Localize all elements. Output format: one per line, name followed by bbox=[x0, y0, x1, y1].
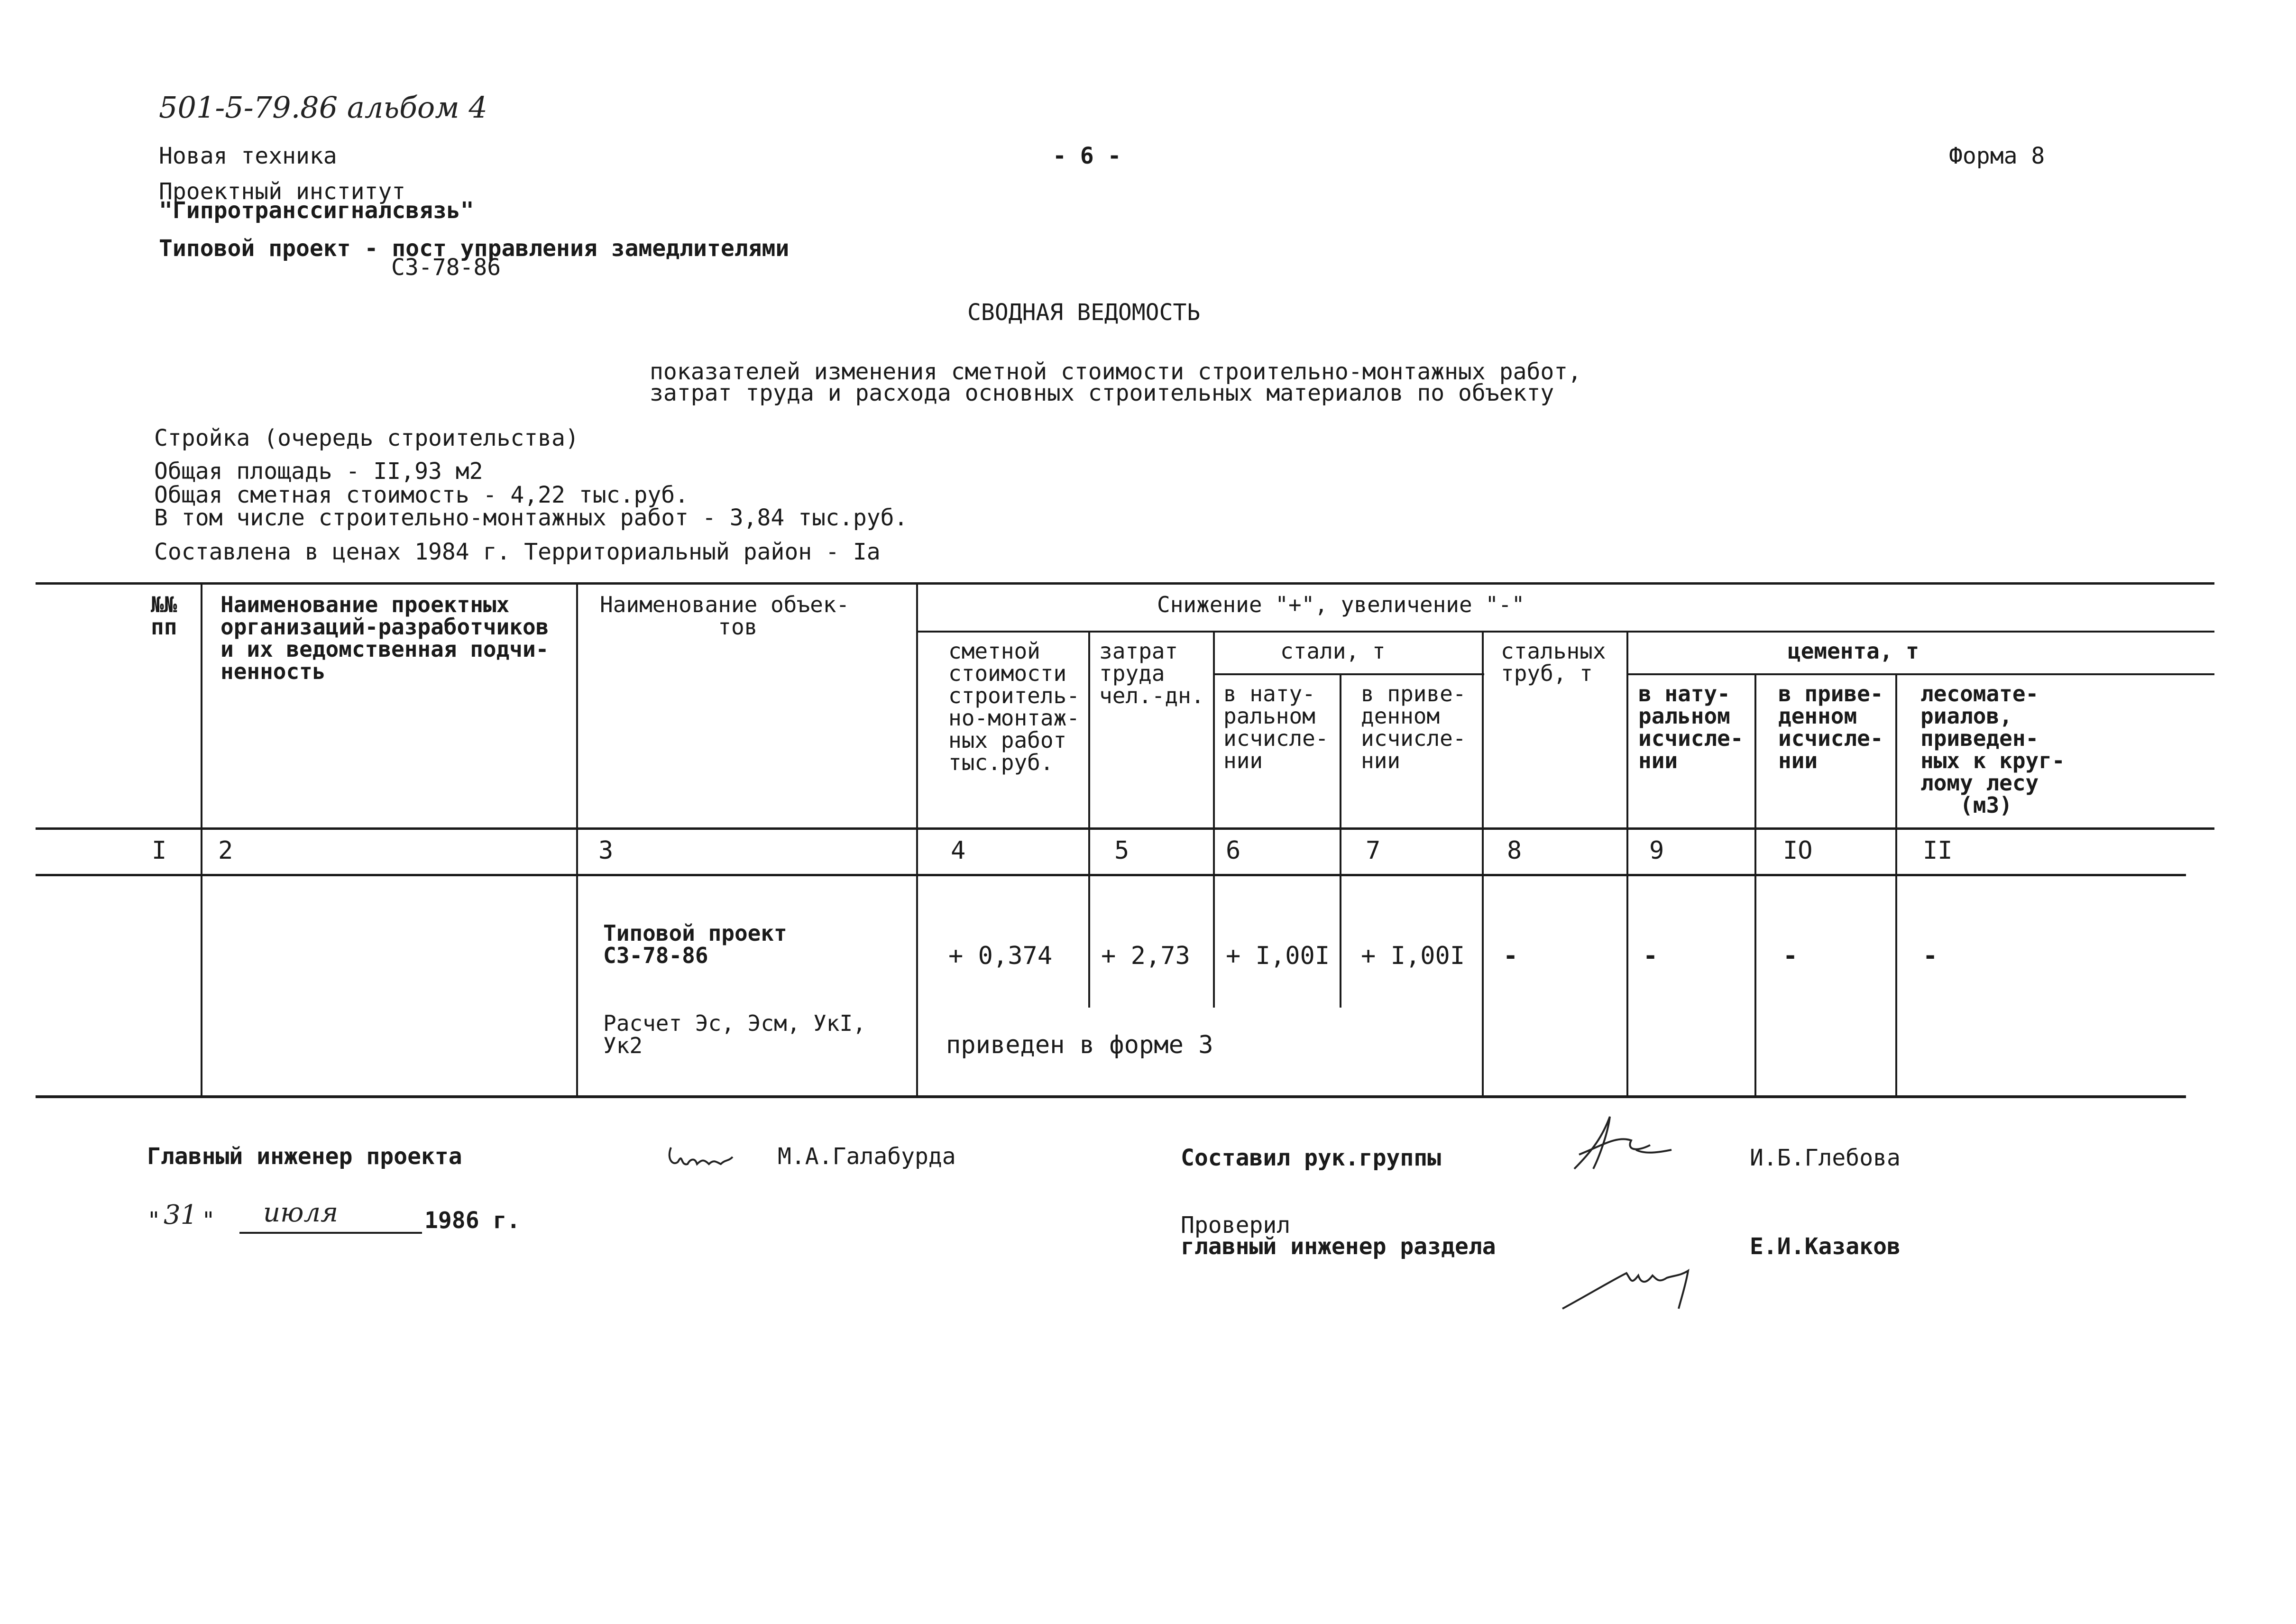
date-year: 1986 г. bbox=[424, 1207, 521, 1234]
value-steel-pipes: - bbox=[1503, 942, 1518, 970]
header-col-2: Наименование проектных организаций-разработчиков и их ведомственная подчи- ненность bbox=[220, 592, 549, 684]
value-steel-natural: + I,00I bbox=[1226, 942, 1330, 970]
header-col-1: №№ пп bbox=[151, 592, 177, 640]
header-col-5: затрат труда чел.-дн. bbox=[1099, 638, 1204, 708]
cement-subheader-line bbox=[1626, 673, 2214, 675]
title-line-2: затрат труда и расхода основных строительных материалов по объекту bbox=[650, 380, 1554, 406]
header-col-10: в приве- денном исчисле- нии bbox=[1778, 681, 1883, 773]
value-steel-reduced: + I,00I bbox=[1361, 942, 1465, 970]
composed-label: Составил рук.группы bbox=[1181, 1145, 1442, 1171]
column-number: 8 bbox=[1507, 836, 1522, 865]
column-number: IO bbox=[1783, 836, 1813, 865]
date-quote-close: " bbox=[202, 1207, 215, 1234]
header-col-3: Наименование объек- тов bbox=[600, 592, 850, 640]
date-month-underline bbox=[239, 1232, 422, 1234]
header-col-4: сметной стоимости строитель- но-монтаж- ных работ тыс.руб. bbox=[948, 638, 1080, 775]
header-bottom-line bbox=[36, 827, 2214, 830]
header-new-technology: Новая техника bbox=[159, 143, 337, 169]
date-month: июля bbox=[263, 1197, 339, 1228]
title-line-1: показателей изменения сметной стоимости строительно-монтажных работ, bbox=[650, 358, 1582, 385]
table-top-border bbox=[36, 582, 2214, 585]
value-timber: - bbox=[1923, 942, 1938, 970]
composed-name: И.Б.Глебова bbox=[1750, 1145, 1901, 1171]
date-quote-open: " bbox=[147, 1207, 161, 1234]
header-group-steel: стали, т bbox=[1280, 638, 1386, 664]
numbers-bottom-line bbox=[36, 874, 2186, 876]
header-institute: Проектный институт bbox=[159, 178, 406, 205]
value-labor: + 2,73 bbox=[1101, 942, 1190, 970]
col-divider-3 bbox=[916, 582, 918, 1097]
col-divider-9 bbox=[1754, 673, 1756, 1097]
checked-name: Е.И.Казаков bbox=[1750, 1233, 1901, 1260]
col-divider-8 bbox=[1626, 631, 1628, 1097]
calculation-note: приведен в форме 3 bbox=[946, 1031, 1213, 1059]
value-cement-natural: - bbox=[1643, 942, 1658, 970]
value-cmr: + 0,374 bbox=[948, 942, 1053, 970]
header-project: Типовой проект - пост управления замедлителями bbox=[159, 235, 790, 262]
header-group-main: Снижение "+", увеличение "-" bbox=[1157, 592, 1525, 617]
column-number: I bbox=[152, 836, 167, 865]
form-label: Форма 8 bbox=[1949, 143, 2045, 169]
chief-engineer-label: Главный инженер проекта bbox=[147, 1143, 462, 1170]
checked-signature bbox=[1560, 1242, 1712, 1315]
checked-label-2: главный инженер раздела bbox=[1181, 1233, 1496, 1260]
header-group-cement: цемента, т bbox=[1788, 638, 1919, 664]
header-col-11: лесомате- риалов, приведен- ных к круг- лому лесу (м3) bbox=[1920, 681, 2065, 818]
composed-signature bbox=[1565, 1107, 1679, 1180]
header-col-8: стальных труб, т bbox=[1501, 638, 1606, 686]
col-divider-10 bbox=[1895, 673, 1897, 1097]
header-institute-name: "Гипротранссигналсвязь" bbox=[159, 197, 474, 224]
prices-region: Составлена в ценах 1984 г. Территориальный район - Ia bbox=[154, 539, 881, 565]
column-number: 9 bbox=[1649, 836, 1664, 865]
col-divider-5 bbox=[1213, 631, 1215, 1008]
chief-engineer-signature bbox=[661, 1138, 742, 1178]
value-cement-reduced: - bbox=[1783, 942, 1798, 970]
header-col-7: в приве- денном исчисле- нии bbox=[1361, 681, 1466, 773]
steel-subheader-line bbox=[1214, 673, 1484, 675]
header-col-6: в нату- ральном исчисле- нии bbox=[1223, 681, 1329, 773]
column-number: 4 bbox=[951, 836, 966, 865]
col-divider-7 bbox=[1482, 631, 1484, 1097]
col-divider-6 bbox=[1340, 673, 1341, 1008]
column-number: II bbox=[1923, 836, 1953, 865]
header-project-code: СЗ-78-86 bbox=[391, 254, 501, 281]
column-number: 5 bbox=[1114, 836, 1130, 865]
page-number: - 6 - bbox=[1053, 143, 1121, 169]
column-number: 3 bbox=[598, 836, 614, 865]
checked-label-1: Проверил bbox=[1181, 1212, 1291, 1239]
date-day: 31 bbox=[164, 1200, 198, 1230]
construction-label: Стройка (очередь строительства) bbox=[154, 425, 579, 451]
column-number: 2 bbox=[218, 836, 233, 865]
col-divider-4 bbox=[1088, 631, 1090, 1008]
col-divider-1 bbox=[201, 582, 202, 1097]
column-number: 6 bbox=[1226, 836, 1241, 865]
document-title: СВОДНАЯ ВЕДОМОСТЬ bbox=[967, 299, 1201, 326]
object-name: Типовой проект СЗ-78-86 bbox=[603, 920, 787, 968]
column-number: 7 bbox=[1366, 836, 1381, 865]
total-area: Общая площадь - II,93 м2 bbox=[154, 458, 483, 485]
chief-engineer-name: М.А.Галабурда bbox=[778, 1143, 956, 1170]
header-col-9: в нату- ральном исчисле- нии bbox=[1638, 681, 1744, 773]
calculation-name: Расчет Эс, Эсм, УкI, Ук2 bbox=[603, 1010, 866, 1058]
cmr-cost: В том числе строительно-монтажных работ - 3,84 тыс.руб. bbox=[154, 505, 908, 531]
col-divider-2 bbox=[576, 582, 578, 1097]
table-bottom-border bbox=[36, 1095, 2186, 1098]
total-cost: Общая сметная стоимость - 4,22 тыс.руб. bbox=[154, 482, 689, 508]
handwritten-album-note: 501-5-79.86 альбом 4 bbox=[159, 90, 487, 125]
group-header-line bbox=[918, 631, 2214, 633]
